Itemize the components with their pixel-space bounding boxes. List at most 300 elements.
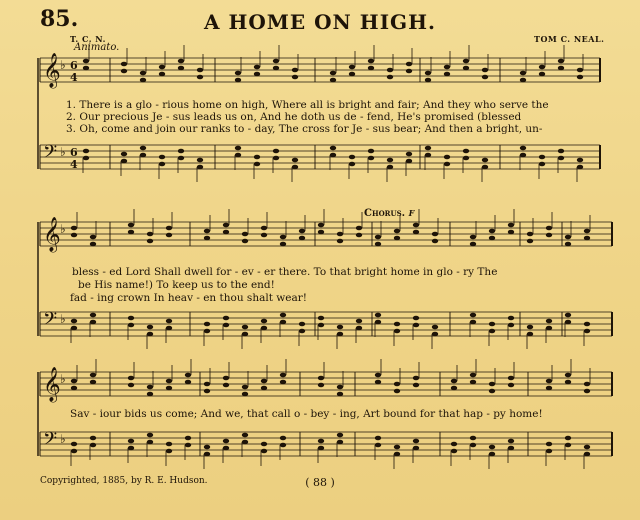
note-head <box>90 235 96 240</box>
note-head <box>242 385 248 390</box>
note-head <box>337 385 343 390</box>
note-head <box>565 436 571 441</box>
note-head <box>375 380 381 385</box>
note-head <box>280 242 286 247</box>
note-head <box>356 319 362 324</box>
flat-sign-icon: ♭ <box>60 372 66 386</box>
note-head <box>330 78 336 83</box>
note-head <box>261 449 267 454</box>
note-head <box>375 235 381 240</box>
system1-verse3: 3. Oh, come and join our ranks to - day, The cross for Je - sus bear; And then a bright, un- <box>66 123 543 135</box>
note-head <box>565 320 571 325</box>
note-head <box>463 66 469 71</box>
note-head <box>261 386 267 391</box>
note-head <box>368 156 374 161</box>
note-head <box>280 373 286 378</box>
note-head <box>444 72 450 77</box>
note-head <box>546 226 552 231</box>
note-head <box>292 75 298 80</box>
note-head <box>577 75 583 80</box>
note-head <box>375 242 381 247</box>
note-head <box>166 233 172 238</box>
note-head <box>387 68 393 73</box>
note-head <box>128 446 134 451</box>
note-head <box>178 149 184 154</box>
note-head <box>527 232 533 237</box>
note-head <box>83 66 89 71</box>
note-head <box>451 442 457 447</box>
note-head <box>204 236 210 241</box>
note-head <box>546 442 552 447</box>
note-head <box>432 325 438 330</box>
system3-verse1: Sav - iour bids us come; And we, that call o - bey - ing, Art bound for that hap - py home! <box>70 408 543 420</box>
note-head <box>577 68 583 73</box>
note-head <box>235 153 241 158</box>
note-head <box>121 152 127 157</box>
note-head <box>261 379 267 384</box>
flat-sign-icon: ♭ <box>60 145 66 159</box>
system1-verse2: 2. Our precious Je - sus leads us on, And he doth us de - fend, He's promised (blessed <box>66 111 522 123</box>
note-head <box>539 65 545 70</box>
note-head <box>166 379 172 384</box>
note-head <box>387 165 393 170</box>
note-head <box>159 162 165 167</box>
note-head <box>565 443 571 448</box>
note-head <box>482 68 488 73</box>
note-head <box>337 332 343 337</box>
note-head <box>159 72 165 77</box>
note-head <box>520 146 526 151</box>
note-head <box>197 165 203 170</box>
note-head <box>489 382 495 387</box>
note-head <box>387 75 393 80</box>
note-head <box>90 313 96 318</box>
note-head <box>337 433 343 438</box>
treble-clef-icon: 𝄞 <box>43 367 61 402</box>
note-head <box>128 439 134 444</box>
music-credit: TOM C. NEAL. <box>534 34 605 44</box>
note-head <box>584 382 590 387</box>
note-head <box>121 62 127 67</box>
note-head <box>140 78 146 83</box>
note-head <box>254 65 260 70</box>
note-head <box>280 443 286 448</box>
note-head <box>223 446 229 451</box>
note-head <box>147 332 153 337</box>
system2-verse3: fad - ing crown In heav - en thou shalt wear! <box>70 292 307 304</box>
note-head <box>147 239 153 244</box>
note-head <box>280 313 286 318</box>
note-head <box>147 385 153 390</box>
note-head <box>71 319 77 324</box>
note-head <box>584 322 590 327</box>
chorus-dynamic: f <box>408 205 415 219</box>
note-head <box>254 72 260 77</box>
treble-clef-icon: 𝄞 <box>43 217 61 252</box>
note-head <box>261 326 267 331</box>
note-head <box>394 322 400 327</box>
copyright-notice: Copyrighted, 1885, by R. E. Hudson. <box>40 476 208 486</box>
note-head <box>546 233 552 238</box>
note-head <box>356 326 362 331</box>
note-head <box>147 440 153 445</box>
note-head <box>368 149 374 154</box>
note-head <box>204 329 210 334</box>
note-head <box>299 236 305 241</box>
note-head <box>337 392 343 397</box>
note-head <box>470 235 476 240</box>
note-head <box>166 449 172 454</box>
note-head <box>387 158 393 163</box>
note-head <box>432 239 438 244</box>
note-head <box>406 159 412 164</box>
note-head <box>565 242 571 247</box>
note-head <box>463 156 469 161</box>
note-head <box>242 232 248 237</box>
note-head <box>539 72 545 77</box>
note-head <box>489 452 495 457</box>
note-head <box>223 223 229 228</box>
note-head <box>204 389 210 394</box>
note-head <box>280 380 286 385</box>
note-head <box>349 155 355 160</box>
note-head <box>235 78 241 83</box>
note-head <box>489 236 495 241</box>
note-head <box>349 65 355 70</box>
note-head <box>508 383 514 388</box>
note-head <box>337 239 343 244</box>
note-head <box>178 66 184 71</box>
note-head <box>197 75 203 80</box>
note-head <box>413 439 419 444</box>
note-head <box>261 442 267 447</box>
note-head <box>463 59 469 64</box>
note-head <box>482 75 488 80</box>
note-head <box>166 442 172 447</box>
note-head <box>482 165 488 170</box>
note-head <box>577 158 583 163</box>
note-head <box>413 323 419 328</box>
note-head <box>368 66 374 71</box>
note-head <box>261 226 267 231</box>
note-head <box>425 146 431 151</box>
note-head <box>140 153 146 158</box>
note-head <box>318 439 324 444</box>
bass-clef-icon: 𝄢 <box>43 142 58 167</box>
note-head <box>508 439 514 444</box>
note-head <box>90 320 96 325</box>
note-head <box>254 162 260 167</box>
note-head <box>356 233 362 238</box>
note-head <box>280 235 286 240</box>
note-head <box>166 226 172 231</box>
note-head <box>185 443 191 448</box>
hymn-number: 85. <box>40 6 79 32</box>
note-head <box>204 322 210 327</box>
note-head <box>318 376 324 381</box>
note-head <box>330 153 336 158</box>
note-head <box>128 230 134 235</box>
note-head <box>349 72 355 77</box>
note-head <box>254 155 260 160</box>
note-head <box>413 383 419 388</box>
note-head <box>147 433 153 438</box>
note-head <box>565 380 571 385</box>
treble-clef-icon: 𝄞 <box>43 53 61 88</box>
note-head <box>413 230 419 235</box>
note-head <box>90 443 96 448</box>
note-head <box>83 156 89 161</box>
note-head <box>128 383 134 388</box>
note-head <box>489 322 495 327</box>
note-head <box>558 66 564 71</box>
note-head <box>565 373 571 378</box>
note-head <box>470 436 476 441</box>
page-number: ( 88 ) <box>305 476 335 489</box>
note-head <box>584 229 590 234</box>
note-head <box>470 373 476 378</box>
note-head <box>318 316 324 321</box>
bass-clef-icon: 𝄢 <box>43 429 58 454</box>
note-head <box>413 376 419 381</box>
note-head <box>273 149 279 154</box>
note-head <box>406 62 412 67</box>
note-head <box>128 376 134 381</box>
note-head <box>394 382 400 387</box>
note-head <box>273 66 279 71</box>
note-head <box>444 65 450 70</box>
note-head <box>197 68 203 73</box>
note-head <box>185 380 191 385</box>
note-head <box>204 452 210 457</box>
note-head <box>242 392 248 397</box>
note-head <box>508 323 514 328</box>
note-head <box>242 239 248 244</box>
note-head <box>90 242 96 247</box>
note-head <box>425 71 431 76</box>
note-head <box>140 71 146 76</box>
note-head <box>166 319 172 324</box>
note-head <box>292 165 298 170</box>
note-head <box>71 386 77 391</box>
note-head <box>242 433 248 438</box>
note-head <box>375 443 381 448</box>
note-head <box>508 316 514 321</box>
note-head <box>394 452 400 457</box>
note-head <box>565 313 571 318</box>
note-head <box>261 319 267 324</box>
note-head <box>204 445 210 450</box>
note-head <box>584 389 590 394</box>
note-head <box>470 313 476 318</box>
note-head <box>489 445 495 450</box>
note-head <box>71 379 77 384</box>
time-signature: 4 <box>70 158 78 171</box>
note-head <box>558 156 564 161</box>
tempo-marking: Animato. <box>74 42 120 53</box>
note-head <box>508 376 514 381</box>
note-head <box>394 445 400 450</box>
note-head <box>520 71 526 76</box>
note-head <box>463 149 469 154</box>
note-head <box>432 332 438 337</box>
note-head <box>280 436 286 441</box>
flat-sign-icon: ♭ <box>60 312 66 326</box>
note-head <box>178 156 184 161</box>
note-head <box>292 158 298 163</box>
note-head <box>318 383 324 388</box>
note-head <box>546 449 552 454</box>
note-head <box>235 71 241 76</box>
note-head <box>204 229 210 234</box>
note-head <box>394 229 400 234</box>
note-head <box>584 452 590 457</box>
note-head <box>413 316 419 321</box>
time-signature: 6 <box>70 146 78 159</box>
system1-verse1: 1. There is a glo - rious home on high, Where all is bright and fair; And they who serve the <box>66 99 549 111</box>
note-head <box>520 78 526 83</box>
note-head <box>508 230 514 235</box>
note-head <box>299 229 305 234</box>
system2-verse2: be His name!) To keep us to the end! <box>78 279 275 291</box>
note-head <box>242 325 248 330</box>
note-head <box>71 449 77 454</box>
note-head <box>83 149 89 154</box>
note-head <box>546 379 552 384</box>
note-head <box>375 373 381 378</box>
note-head <box>394 236 400 241</box>
note-head <box>425 78 431 83</box>
note-head <box>470 242 476 247</box>
note-head <box>121 159 127 164</box>
note-head <box>235 146 241 151</box>
note-head <box>489 229 495 234</box>
note-head <box>565 235 571 240</box>
note-head <box>470 443 476 448</box>
note-head <box>558 149 564 154</box>
note-head <box>406 152 412 157</box>
note-head <box>375 313 381 318</box>
note-head <box>128 316 134 321</box>
note-head <box>356 226 362 231</box>
note-head <box>539 155 545 160</box>
note-head <box>558 59 564 64</box>
flat-sign-icon: ♭ <box>60 222 66 236</box>
note-head <box>527 325 533 330</box>
hymn-title: A HOME ON HIGH. <box>203 10 436 34</box>
note-head <box>330 71 336 76</box>
note-head <box>178 59 184 64</box>
note-head <box>71 442 77 447</box>
note-head <box>128 223 134 228</box>
note-head <box>413 223 419 228</box>
note-head <box>546 326 552 331</box>
note-head <box>223 439 229 444</box>
note-head <box>444 162 450 167</box>
time-signature: 4 <box>70 71 78 84</box>
note-head <box>520 153 526 158</box>
note-head <box>451 379 457 384</box>
note-head <box>584 236 590 241</box>
note-head <box>273 59 279 64</box>
note-head <box>451 449 457 454</box>
bass-clef-icon: 𝄢 <box>43 309 58 334</box>
flat-sign-icon: ♭ <box>60 58 66 72</box>
note-head <box>406 69 412 74</box>
note-head <box>470 320 476 325</box>
note-head <box>394 389 400 394</box>
note-head <box>71 226 77 231</box>
note-head <box>121 69 127 74</box>
note-head <box>546 319 552 324</box>
note-head <box>489 329 495 334</box>
note-head <box>413 446 419 451</box>
note-head <box>223 376 229 381</box>
note-head <box>337 325 343 330</box>
note-head <box>90 436 96 441</box>
note-head <box>147 325 153 330</box>
words-credit: T. C. N. <box>70 34 106 44</box>
note-head <box>527 332 533 337</box>
system2-verse1: bless - ed Lord Shall dwell for - ev - er there. To that bright home in glo - ry The <box>72 266 498 278</box>
note-head <box>451 386 457 391</box>
note-head <box>584 445 590 450</box>
note-head <box>425 153 431 158</box>
note-head <box>261 233 267 238</box>
note-head <box>368 59 374 64</box>
note-head <box>482 158 488 163</box>
note-head <box>489 389 495 394</box>
note-head <box>242 440 248 445</box>
note-head <box>337 440 343 445</box>
note-head <box>375 320 381 325</box>
time-signature: 6 <box>70 59 78 72</box>
note-head <box>318 446 324 451</box>
note-head <box>140 146 146 151</box>
note-head <box>128 323 134 328</box>
note-head <box>318 323 324 328</box>
note-head <box>444 155 450 160</box>
note-head <box>159 155 165 160</box>
note-head <box>318 223 324 228</box>
note-head <box>508 446 514 451</box>
note-head <box>223 323 229 328</box>
note-head <box>204 382 210 387</box>
note-head <box>166 326 172 331</box>
note-head <box>147 232 153 237</box>
note-head <box>147 392 153 397</box>
note-head <box>508 223 514 228</box>
note-head <box>223 383 229 388</box>
note-head <box>546 386 552 391</box>
note-head <box>166 386 172 391</box>
note-head <box>394 329 400 334</box>
note-head <box>223 230 229 235</box>
note-head <box>299 322 305 327</box>
note-head <box>470 380 476 385</box>
chorus-text: Chorus. <box>364 208 406 219</box>
note-head <box>527 239 533 244</box>
note-head <box>318 230 324 235</box>
note-head <box>292 68 298 73</box>
flat-sign-icon: ♭ <box>60 432 66 446</box>
note-head <box>349 162 355 167</box>
note-head <box>330 146 336 151</box>
note-head <box>197 158 203 163</box>
note-head <box>185 373 191 378</box>
note-head <box>577 165 583 170</box>
note-head <box>337 232 343 237</box>
